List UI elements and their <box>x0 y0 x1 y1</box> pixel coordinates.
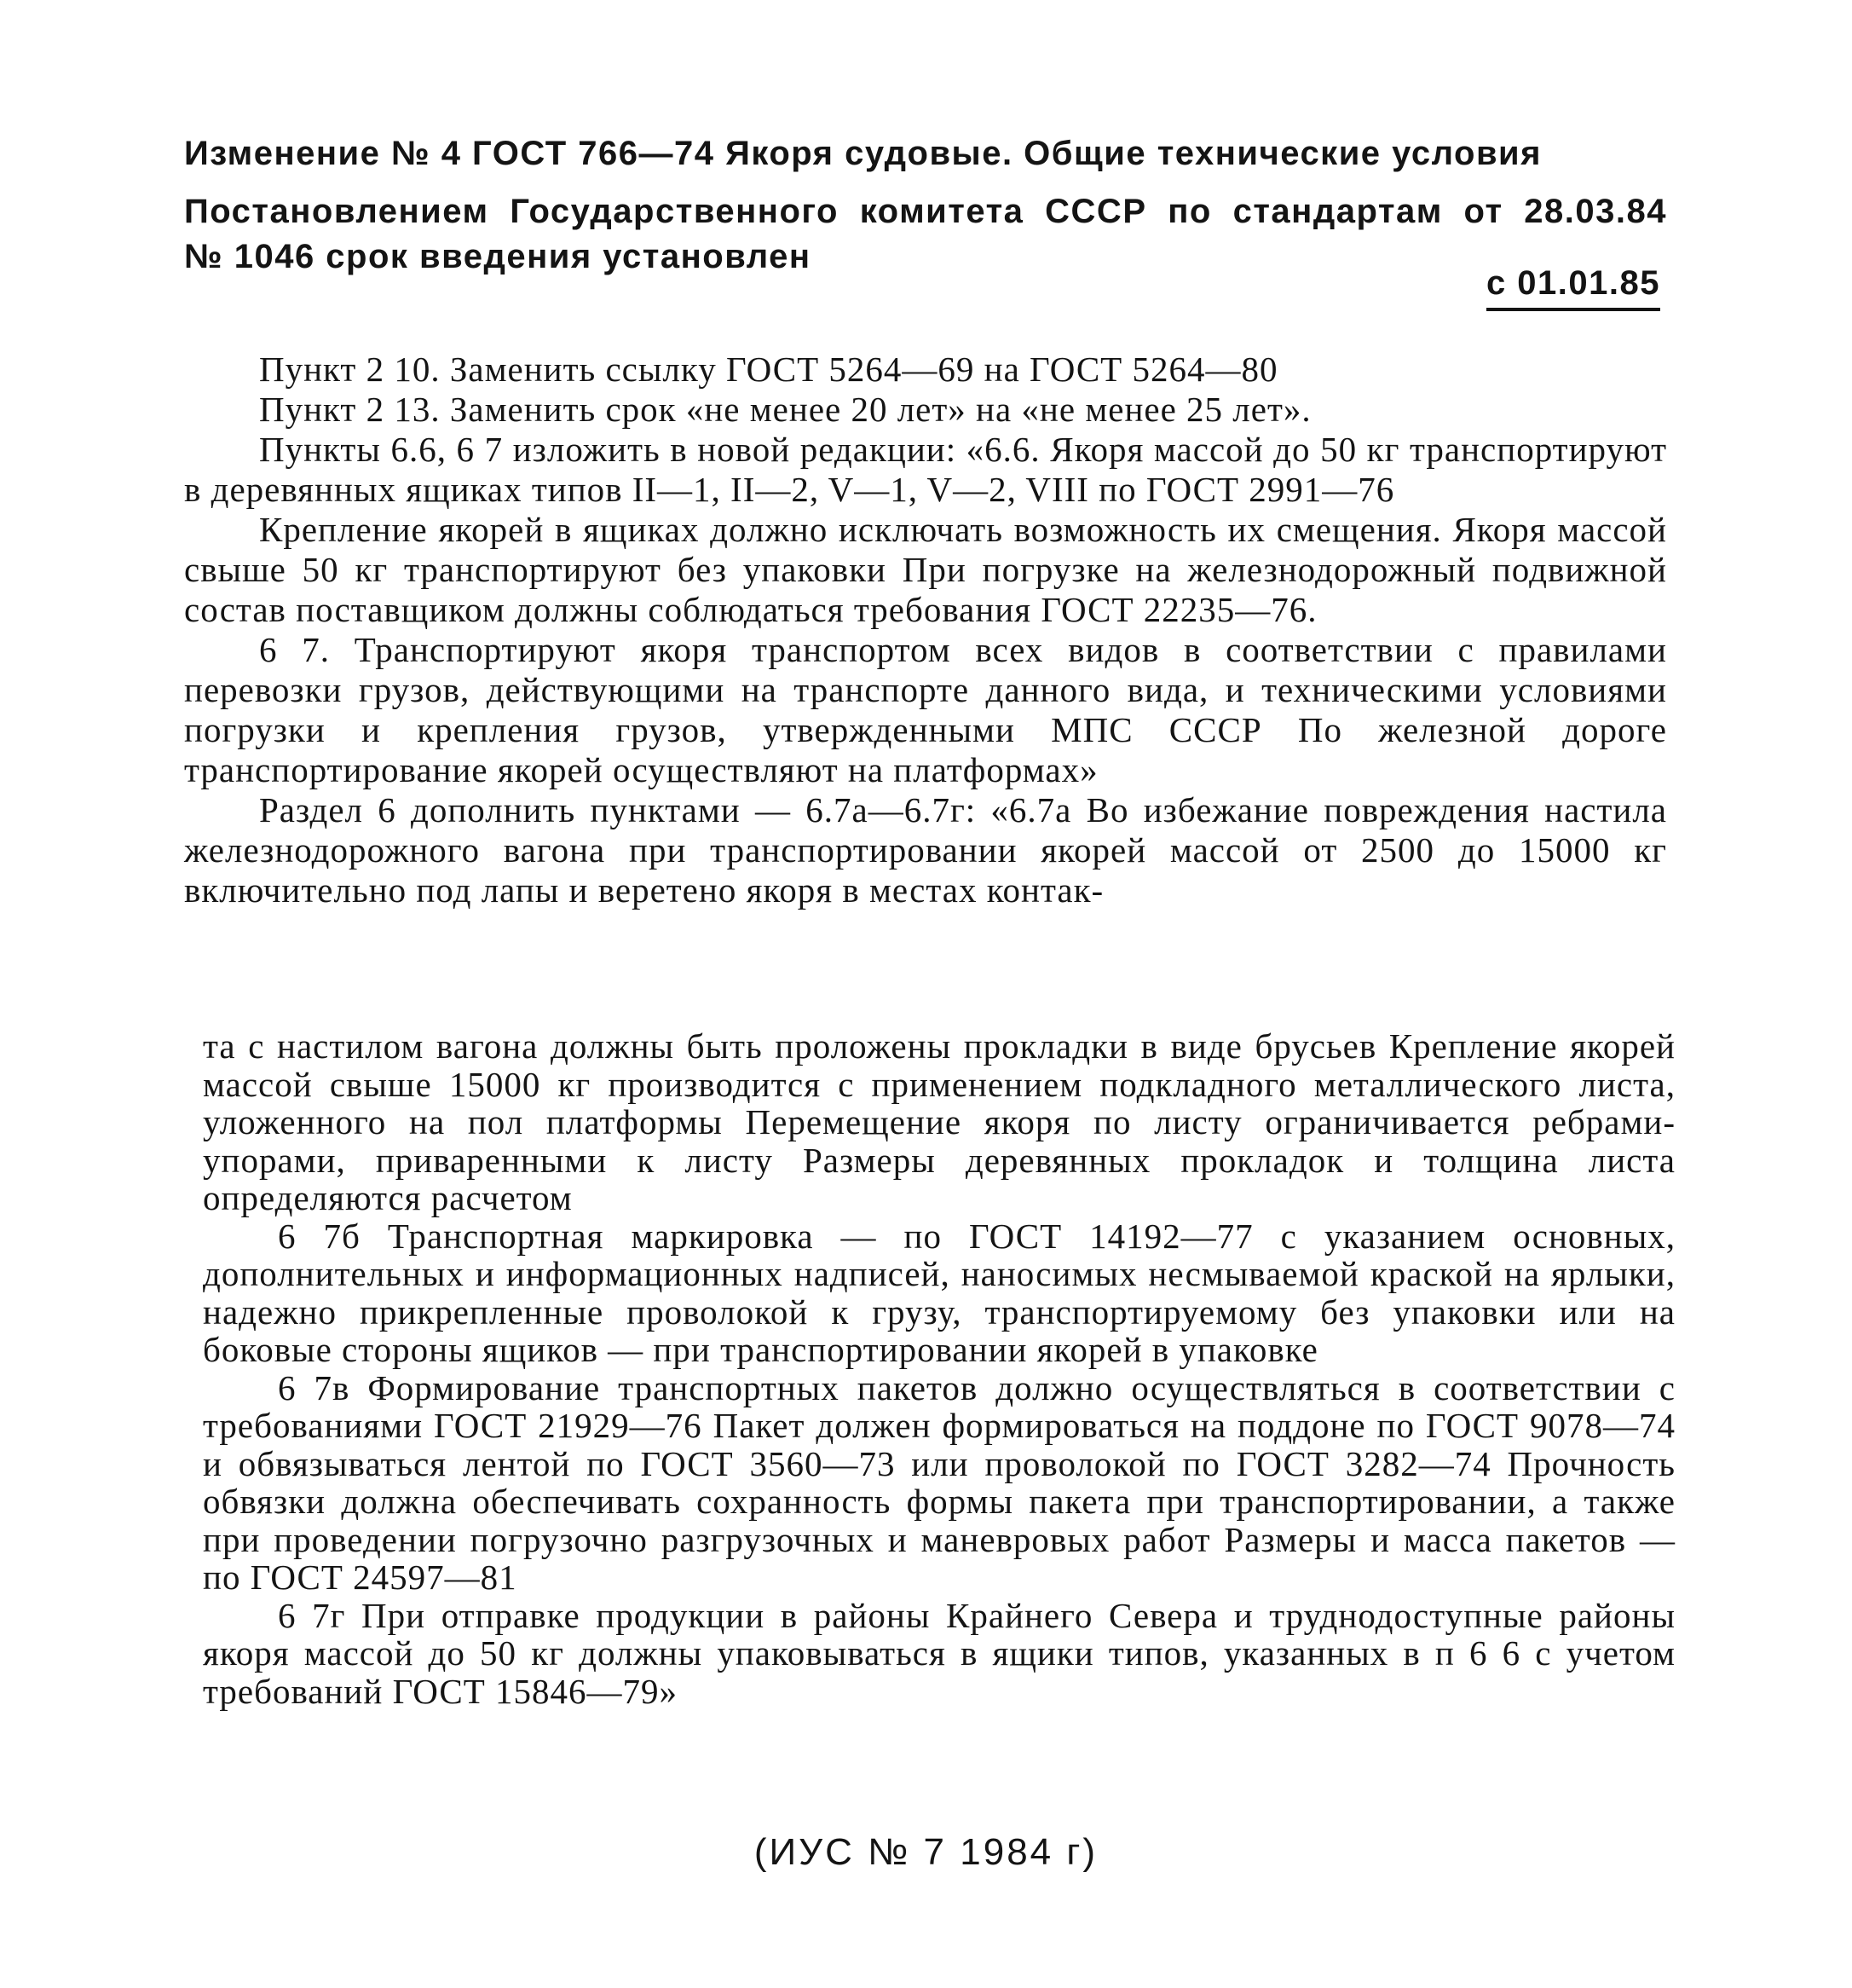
body-lower <box>203 1027 1676 1710</box>
paragraph: Раздел 6 дополнить пунктами — 6.7а—6.7г: «6.7а Во избежание повреждения настила железнодорожного вагона при транспортировании якорей массой от 2500 до 15000 кг включительно под лапы и веретено якоря в местах контак- <box>184 790 1667 910</box>
paragraph: Пункт 2 10. Заменить ссылку ГОСТ 5264—69 на ГОСТ 5264—80 <box>259 350 1278 389</box>
paragraph: Крепление якорей в ящиках должно исключать возможность их смещения. Якоря массой свыше 50 кг транспортируют без упаковки При погрузке на железнодорожный подвижной состав поставщиком должны соблюдаться требования ГОСТ 22235—76. <box>184 510 1667 629</box>
decree-line-1: Постановлением Государственного комитета СССР по стандартам от 28.03.84 <box>184 193 1667 230</box>
decree-line-2: № 1046 срок введения установлен <box>184 238 811 275</box>
paragraph: Пункт 2 13. Заменить срок «не менее 20 лет» на «не менее 25 лет». <box>259 390 1312 429</box>
paragraph: 6 7г При отправке продукции в районы Крайнего Севера и труднодоступные районы якоря массой до 50 кг должны упаковываться в ящики типов, указанных в п 6 6 с учетом требований ГОСТ 15846—79» <box>203 1595 1676 1711</box>
document-header <box>184 128 1667 276</box>
effective-date: с 01.01.85 <box>1486 264 1660 311</box>
source-reference: (ИУС № 7 1984 г) <box>753 1831 1099 1873</box>
body-upper <box>184 350 1667 910</box>
paragraph: 6 7. Транспортируют якоря транспортом всех видов в соответствии с правилами перевозки грузов, действующими на транспорте данного вида, и техническими условиями погрузки и крепления грузов, утвержденными МПС СССР По железной дороге транспортирование якорей осуществляют на платформах» <box>184 630 1667 789</box>
document-title: Изменение № 4 ГОСТ 766—74 Якоря судовые. Общие технические условия <box>184 135 1542 172</box>
paragraph: 6 7б Транспортная маркировка — по ГОСТ 14192—77 с указанием основных, дополнительных и информационных надписей, наносимых несмываемой краской на ярлыки, надежно прикрепленные проволокой к грузу, транспортируемому без упаковки или на боковые стороны ящиков — при транспортировании якорей в упаковке <box>203 1216 1676 1369</box>
paragraph: Пункты 6.6, 6 7 изложить в новой редакции: «6.6. Якоря массой до 50 кг транспортируют в деревянных ящиках типов II—1, II—2, V—1, V—2, VIII по ГОСТ 2991—76 <box>184 430 1667 509</box>
paragraph-continued: та с настилом вагона должны быть проложены прокладки в виде брусьев Крепление якорей массой свыше 15000 кг производится с применением подкладного металлического листа, уложенного на пол платформы Перемещение якоря по листу ограничивается ребрами-упорами, приваренными к листу Размеры деревянных прокладок и толщина листа определяются расчетом <box>203 1026 1676 1217</box>
paragraph: 6 7в Формирование транспортных пакетов должно осуществляться в соответствии с требованиями ГОСТ 21929—76 Пакет должен формироваться на поддоне по ГОСТ 9078—74 и обвязываться лентой по ГОСТ 3560—73 или проволокой по ГОСТ 3282—74 Прочность обвязки должна обеспечивать сохранность формы пакета при транспортировании, а также при проведении погрузочно разгрузочных и маневровых работ Размеры и масса пакетов — по ГОСТ 24597—81 <box>203 1367 1676 1597</box>
